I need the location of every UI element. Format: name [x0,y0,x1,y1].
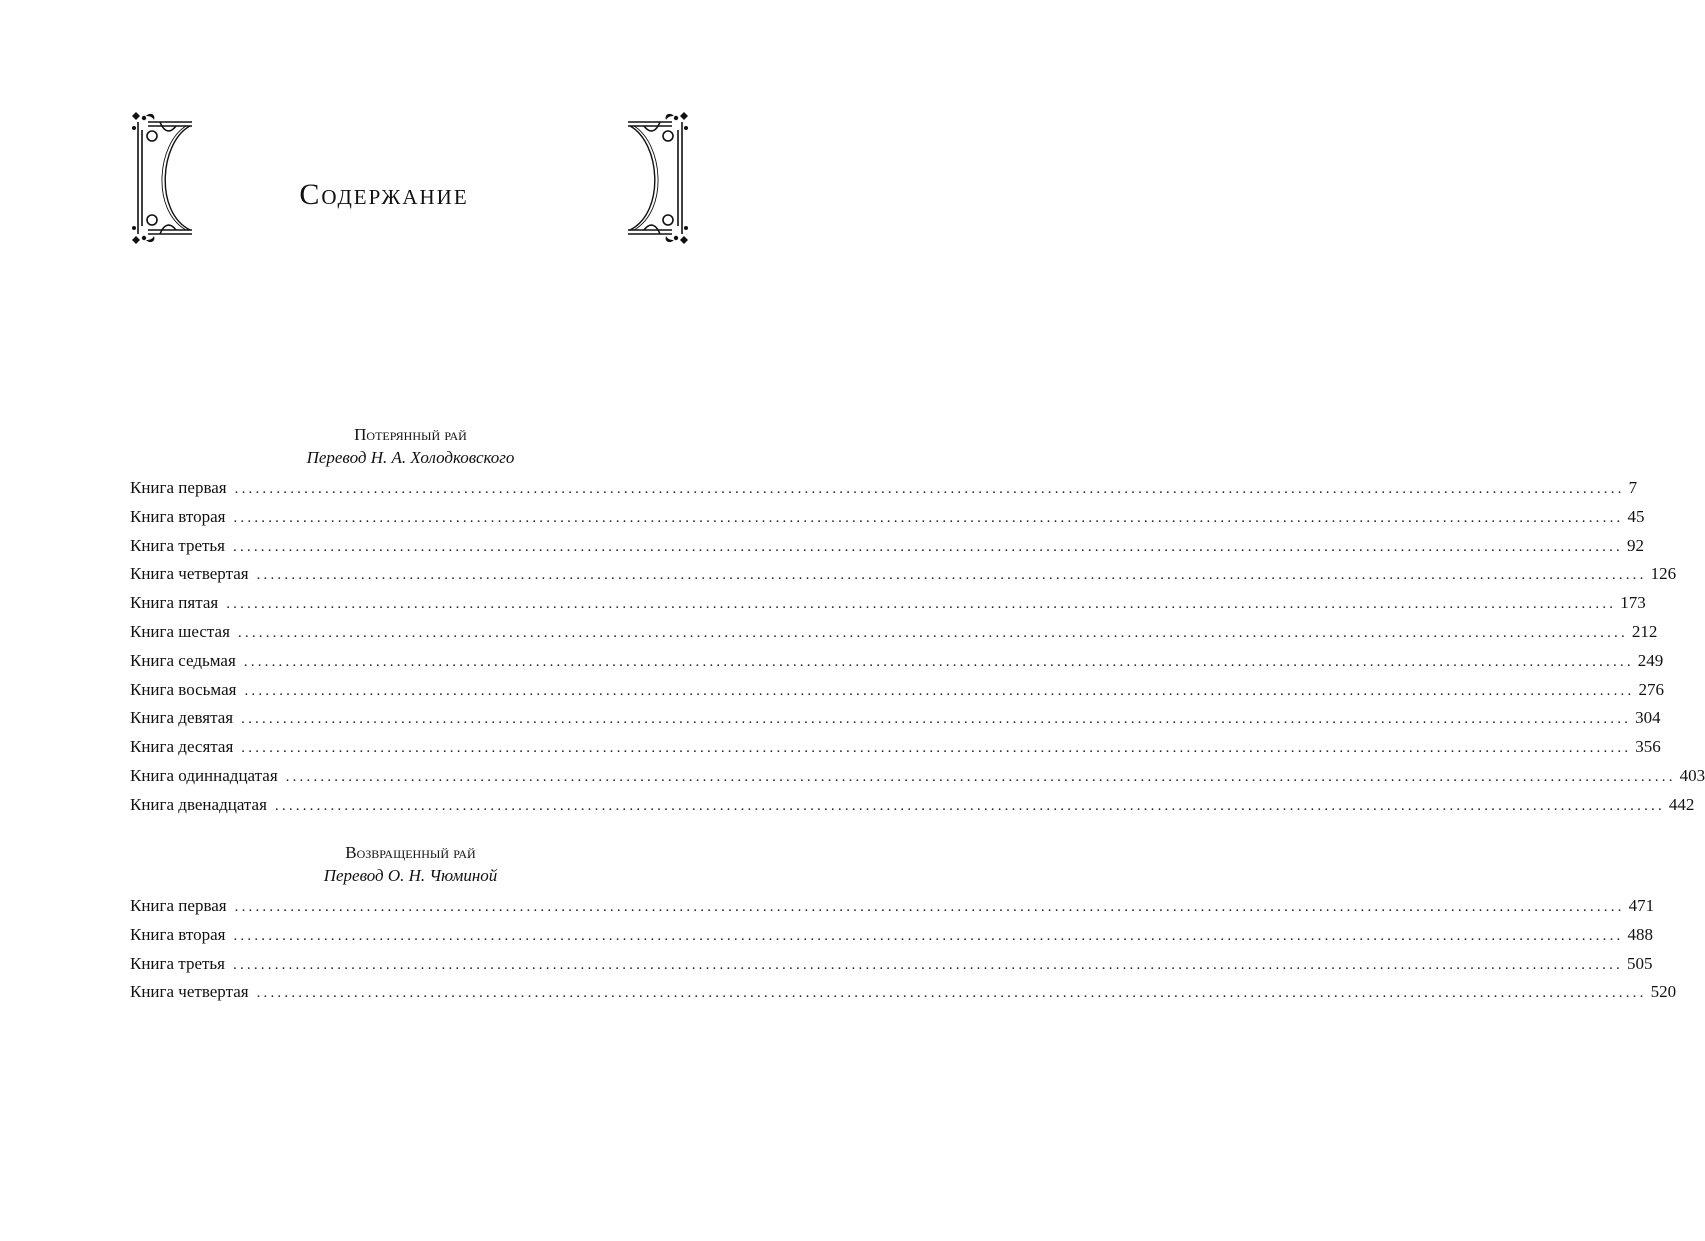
page-title: Содержание [299,178,469,212]
toc-list [130,892,1677,1007]
toc-entry[interactable] [130,503,1645,532]
toc-entry[interactable] [130,950,1653,979]
toc-entry-label: Книга восьмая [130,679,237,699]
toc-entry-page: 304 [1635,708,1661,728]
toc-entry-label: Книга седьмая [130,650,236,670]
toc-entry-page: 442 [1668,794,1695,814]
toc-leader-dots: ........................................................................................................................................................................................................ [237,624,1628,641]
toc-leader-dots: ........................................................................................................................................................................................................ [274,797,1665,814]
toc-entry-label: Книга одиннадцатая [130,765,278,785]
toc-leader-dots: ........................................................................................................................................................................................................ [256,567,1647,584]
toc-leader-dots: ........................................................................................................................................................................................................ [244,682,1635,699]
toc-entry[interactable] [130,474,1638,503]
toc-entry[interactable] [130,791,1695,820]
section-title: Потерянный рай [354,425,467,444]
section-translator: Перевод О. Н. Чюминой [323,866,498,885]
toc-entry-page: 505 [1627,953,1653,973]
toc-entry-label: Книга вторая [130,506,226,526]
toc-entry-page: 471 [1628,896,1655,915]
toc-entry[interactable] [130,704,1661,733]
toc-entry-page: 488 [1627,924,1653,944]
toc-entry[interactable] [130,647,1664,676]
toc-entry[interactable] [130,589,1646,618]
toc-entry-page: 276 [1638,679,1664,699]
toc-entry[interactable] [130,762,1705,791]
section-title: Возвращенный рай [345,843,476,862]
toc-entry-page: 7 [1628,478,1638,497]
toc-entry-label: Книга девятая [130,708,234,728]
toc-leader-dots: ........................................................................................................................................................................................................ [241,711,1632,728]
toc-leader-dots: ........................................................................................................................................................................................................ [226,596,1617,613]
toc-leader-dots: ........................................................................................................................................................................................................ [256,985,1647,1002]
toc-entry[interactable] [130,921,1653,950]
toc-entry-page: 403 [1679,765,1705,785]
toc-entry-page: 356 [1635,737,1661,757]
toc-leader-dots: ........................................................................................................................................................................................................ [233,956,1623,973]
toc-leader-dots: ........................................................................................................................................................................................................ [243,653,1634,670]
toc-leader-dots: ........................................................................................................................................................................................................ [234,899,1625,915]
toc-entry-label: Книга пятая [130,593,219,613]
toc-entry-label: Книга шестая [130,621,230,641]
toc-entry[interactable] [130,532,1644,561]
toc-entry-label: Книга двенадцатая [130,794,267,814]
toc-entry[interactable] [130,618,1658,647]
toc-entry[interactable] [130,733,1661,762]
toc-leader-dots: ........................................................................................................................................................................................................ [233,538,1623,555]
toc-entry-page: 45 [1627,506,1645,526]
section-translator: Перевод Н. А. Холодковского [306,448,515,467]
toc-entry-page: 520 [1650,982,1677,1002]
toc-entry-page: 92 [1627,535,1644,555]
toc-entry-page: 212 [1631,621,1658,641]
toc-entry-label: Книга четвертая [130,564,249,584]
toc-leader-dots: ........................................................................................................................................................................................................ [233,927,1624,944]
toc-entry-label: Книга первая [130,896,227,915]
toc-entry-label: Книга третья [130,535,225,555]
toc-section-paradise-lost [130,424,1705,820]
toc-entry-page: 126 [1650,564,1677,584]
toc-list [130,474,1705,820]
toc-leader-dots: ........................................................................................................................................................................................................ [233,509,1624,526]
toc-entry-label: Книга четвертая [130,982,249,1002]
toc-entry[interactable] [130,560,1677,589]
toc-entry-page: 173 [1620,593,1646,613]
toc-entry[interactable] [130,892,1655,921]
toc-entry-label: Книга первая [130,478,227,497]
toc-leader-dots: ........................................................................................................................................................................................................ [234,481,1625,497]
toc-entry[interactable] [130,676,1664,705]
toc-entry-label: Книга вторая [130,924,226,944]
toc-leader-dots: ........................................................................................................................................................................................................ [285,768,1676,785]
toc-entry-label: Книга десятая [130,737,234,757]
toc-entry-label: Книга третья [130,953,225,973]
toc-entry-page: 249 [1637,650,1664,670]
toc-section-paradise-regained [130,842,1677,1007]
toc-leader-dots: ........................................................................................................................................................................................................ [241,740,1632,757]
toc-entry[interactable] [130,978,1677,1007]
